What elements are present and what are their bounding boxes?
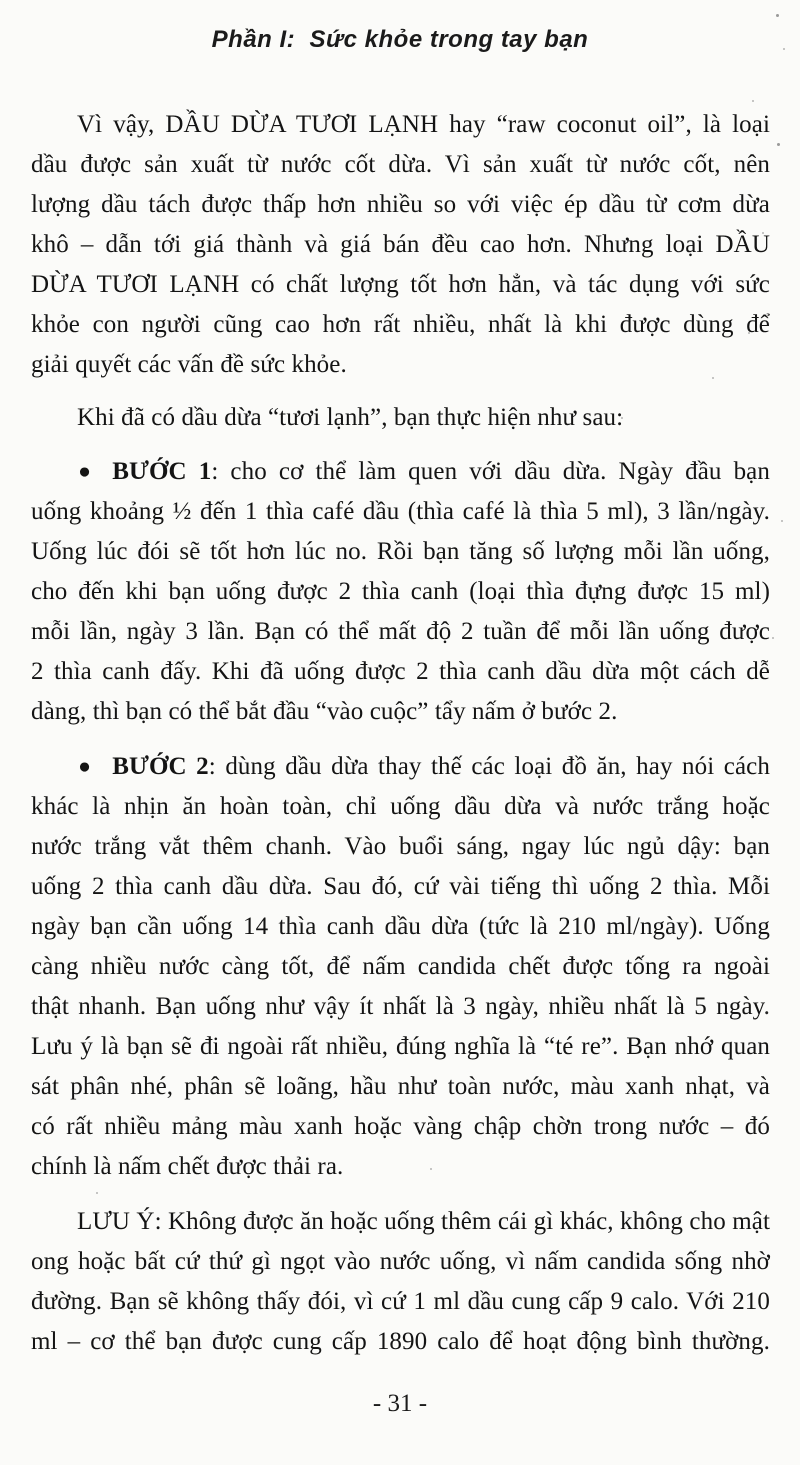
scan-speckle — [776, 14, 779, 17]
step-2-label: BƯỚC 2 — [112, 753, 209, 780]
text-line: LƯU Ý: Không được ăn hoặc uống thêm cái gì khác, không cho mật — [77, 1208, 770, 1235]
text-line: cho đến khi bạn uống được 2 thìa canh (loại thìa đựng được 15 ml) — [31, 578, 770, 605]
text-line: Lưu ý là bạn sẽ đi ngoài rất nhiều, đúng nghĩa là “té re”. Bạn nhớ quan — [31, 1033, 770, 1060]
text-line: chính là nấm chết được thải ra. — [31, 1153, 344, 1180]
scan-speckle — [766, 1012, 768, 1014]
step-2-paragraph — [31, 747, 770, 1187]
text-line: : cho cơ thể làm quen với dầu dừa. Ngày đầu bạn — [211, 458, 770, 485]
text-line: thật nhanh. Bạn uống như vậy ít nhất là 3 ngày, nhiều nhất là 5 ngày. — [31, 993, 770, 1020]
scan-speckle — [762, 232, 764, 234]
scan-speckle — [777, 143, 780, 146]
text-line: đường. Bạn sẽ không thấy đói, vì cứ 1 ml dầu cung cấp 9 calo. Với 210 — [31, 1288, 770, 1315]
text-line: lượng dầu tách được thấp hơn nhiều so với việc ép dầu từ cơm dừa — [31, 191, 770, 218]
scan-speckle — [96, 1192, 98, 1194]
text-line: sát phân nhé, phân sẽ loãng, hầu như toàn nước, màu xanh nhạt, và — [31, 1073, 770, 1100]
text-line: càng nhiều nước càng tốt, để nấm candida chết được tống ra ngoài — [31, 953, 770, 980]
text-line: có rất nhiều mảng màu xanh hoặc vàng chập chờn trong nước – đó — [31, 1113, 770, 1140]
scan-speckle — [772, 637, 774, 639]
text-line: dầu được sản xuất từ nước cốt dừa. Vì sản xuất từ nước cốt, nên — [31, 151, 770, 178]
text-line — [31, 452, 770, 492]
note-paragraph — [31, 1202, 770, 1362]
scan-speckle — [752, 100, 754, 102]
bullet-icon: ● — [78, 460, 92, 484]
text-line: DỪA TƯƠI LẠNH có chất lượng tốt hơn hẳn, và tác dụng với sức — [31, 271, 770, 298]
text-line: khác là nhịn ăn hoàn toàn, chỉ uống dầu dừa và nước trắng hoặc — [31, 793, 770, 820]
text-line: dàng, thì bạn có thể bắt đầu “vào cuộc” tẩy nấm ở bước 2. — [31, 698, 618, 725]
scan-speckle — [781, 520, 783, 522]
text-line: Vì vậy, DẦU DỪA TƯƠI LẠNH hay “raw coconut oil”, là loại — [77, 111, 770, 138]
page-number: - 31 - — [372, 1390, 428, 1417]
text-line: khỏe con người cũng cao hơn rất nhiều, nhất là khi được dùng để — [31, 311, 770, 338]
bullet-icon: ● — [78, 755, 92, 779]
running-header: Phần I: Sức khỏe trong tay bạn — [211, 26, 589, 53]
scan-speckle — [712, 377, 714, 379]
text-line: Khi đã có dầu dừa “tươi lạnh”, bạn thực hiện như sau: — [77, 404, 624, 431]
scan-speckle — [430, 1168, 432, 1170]
scan-speckle — [621, 417, 623, 419]
step-1-paragraph — [31, 452, 770, 732]
text-line: 2 thìa canh đấy. Khi đã uống được 2 thìa canh dầu dừa một cách dễ — [31, 658, 770, 685]
step-1-label: BƯỚC 1 — [112, 458, 212, 485]
text-line: mỗi lần, ngày 3 lần. Bạn có thể mất độ 2 tuần để mỗi lần uống được — [31, 618, 770, 645]
text-line: ngày bạn cần uống 14 thìa canh dầu dừa (tức là 210 ml/ngày). Uống — [31, 913, 770, 940]
text-line: giải quyết các vấn đề sức khỏe. — [31, 351, 347, 378]
scan-speckle — [700, 198, 702, 200]
text-line: uống 2 thìa canh dầu dừa. Sau đó, cứ vài tiếng thì uống 2 thìa. Mỗi — [31, 873, 770, 900]
text-line: nước trắng vắt thêm chanh. Vào buổi sáng, ngay lúc ngủ dậy: bạn — [31, 833, 770, 860]
text-line — [31, 747, 770, 787]
scan-speckle — [748, 332, 750, 334]
text-line: ml – cơ thể bạn được cung cấp 1890 calo để hoạt động bình thường. — [31, 1328, 770, 1355]
paragraph-intro — [31, 105, 770, 385]
text-line: ong hoặc bất cứ thứ gì ngọt vào nước uống, vì nấm candida sống nhờ — [31, 1248, 770, 1275]
text-line: khô – dẫn tới giá thành và giá bán đều cao hơn. Nhưng loại DẦU — [31, 231, 770, 258]
scan-speckle — [783, 48, 785, 50]
paragraph-lead-in — [31, 398, 770, 438]
text-line: Uống lúc đói sẽ tốt hơn lúc no. Rồi bạn tăng số lượng mỗi lần uống, — [31, 538, 770, 565]
text-line: : dùng dầu dừa thay thế các loại đồ ăn, hay nói cách — [208, 753, 770, 780]
text-line: uống khoảng ½ đến 1 thìa café dầu (thìa café là thìa 5 ml), 3 lần/ngày. — [31, 498, 770, 525]
